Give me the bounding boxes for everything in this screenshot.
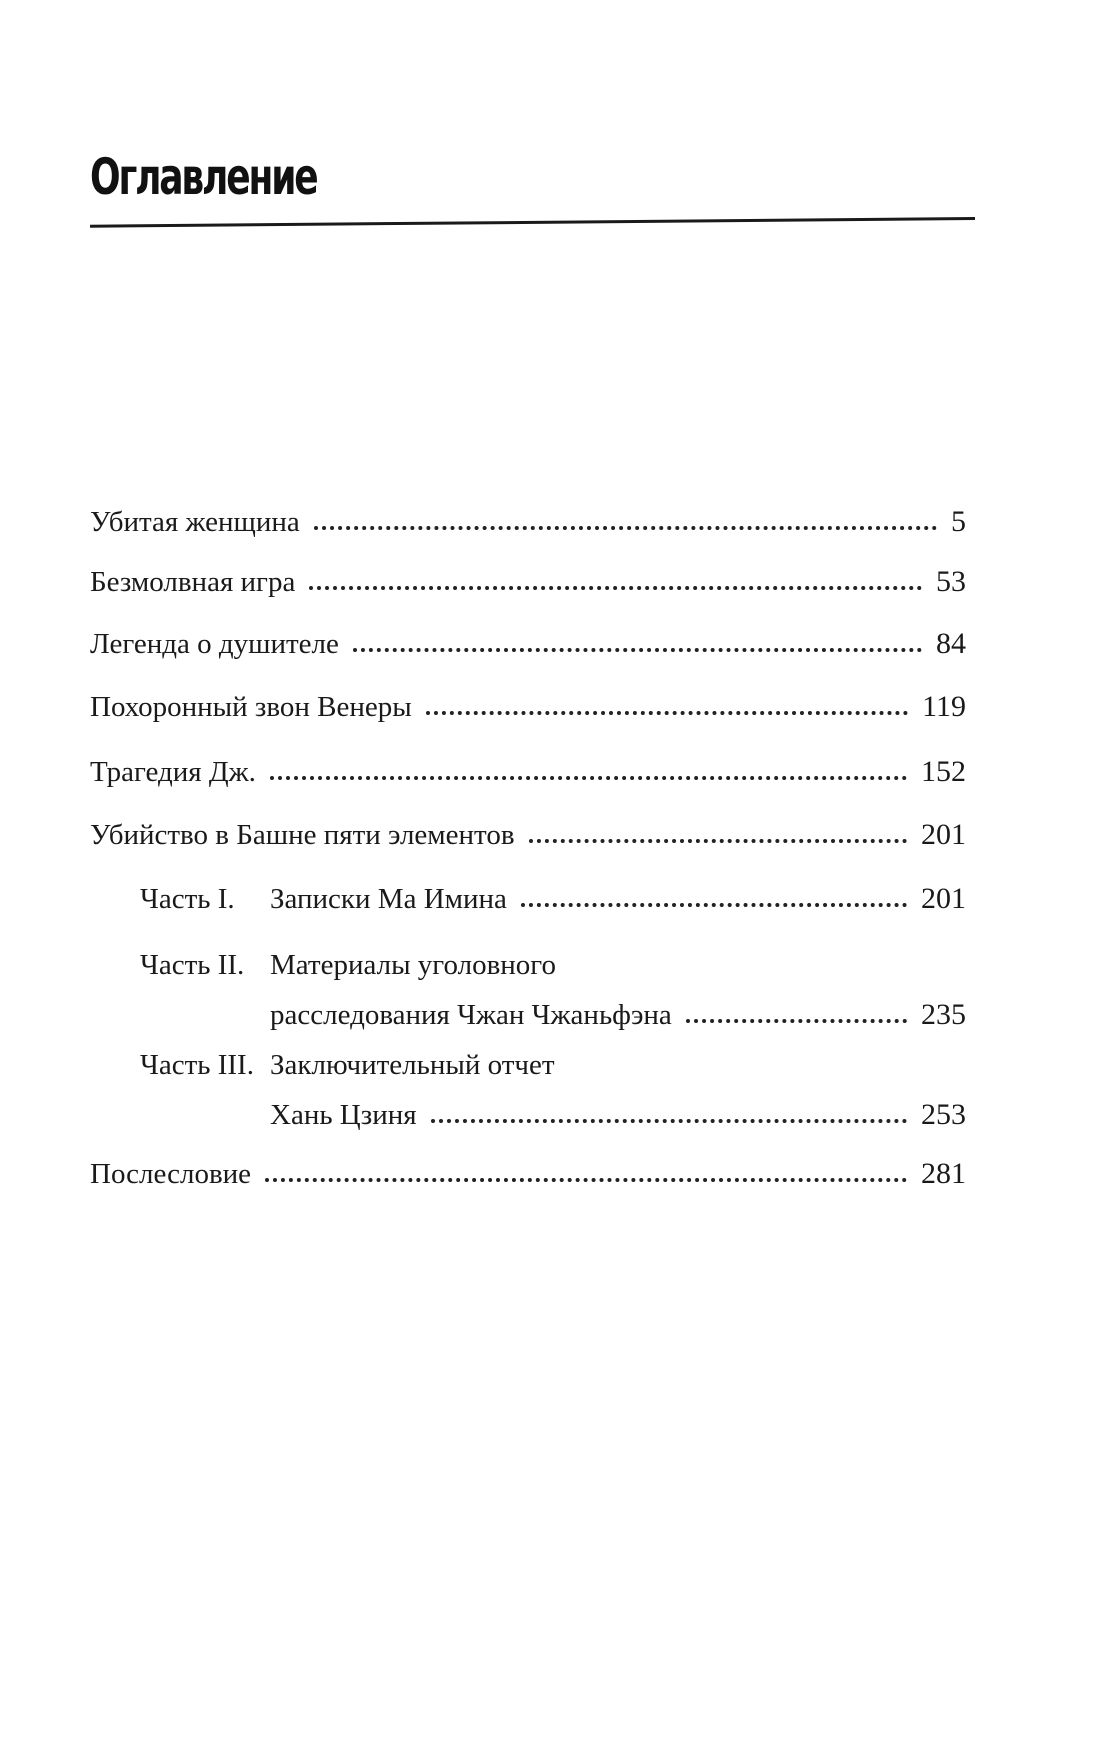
dot-leader [686,1019,907,1023]
toc-part-title-line1: Материалы уголовного [270,949,556,981]
toc-part-label: Часть II. [140,949,245,981]
toc-part-title: Записки Ма Имина [270,883,507,915]
toc-part-label: Часть III. [140,1049,254,1081]
dot-leader [426,711,908,715]
toc-part-title-line1: Заключительный отчет [270,1049,555,1081]
toc-entry [90,1157,966,1191]
toc-entry-title: Убийство в Башне пяти элементов [90,819,515,851]
toc-entry-page: 119 [922,690,966,723]
toc-entry [90,690,966,724]
toc-entry-title: Безмолвная игра [90,566,296,598]
toc-part-page: 253 [921,1098,966,1131]
toc-part-page: 201 [921,882,966,915]
dot-leader [270,776,907,780]
toc-entry-page: 281 [921,1157,966,1190]
toc-entry-page: 201 [921,818,966,851]
dot-leader [353,648,922,652]
toc-entry-page: 152 [921,755,966,788]
toc-entry-page: 84 [936,627,966,660]
dot-leader [309,586,922,590]
dot-leader [521,903,907,907]
toc-entry [90,627,966,661]
dot-leader [529,839,907,843]
page-title: Оглавление [90,148,317,206]
dot-leader [265,1178,907,1182]
toc-entry [90,818,966,852]
toc-entry-title: Убитая женщина [90,506,300,538]
toc-entry-title: Похоронный звон Венеры [90,691,412,723]
heading-underline [90,217,975,228]
toc-part-label: Часть I. [140,883,235,915]
toc-entry-page: 53 [936,565,966,598]
toc-part-title-line2: Хань Цзиня [270,1099,417,1131]
toc-entry [90,565,966,599]
dot-leader [314,526,937,530]
toc-part-page: 235 [921,998,966,1031]
toc-entry-title: Легенда о душителе [90,628,339,660]
toc-entry [90,505,966,539]
toc-entry-title: Послесловие [90,1158,252,1190]
toc-entry [90,755,966,789]
toc-part-title-line2: расследования Чжан Чжаньфэна [270,999,672,1031]
toc-entry-title: Трагедия Дж. [90,756,256,788]
dot-leader [431,1119,907,1123]
toc-entry-page: 5 [951,505,966,538]
